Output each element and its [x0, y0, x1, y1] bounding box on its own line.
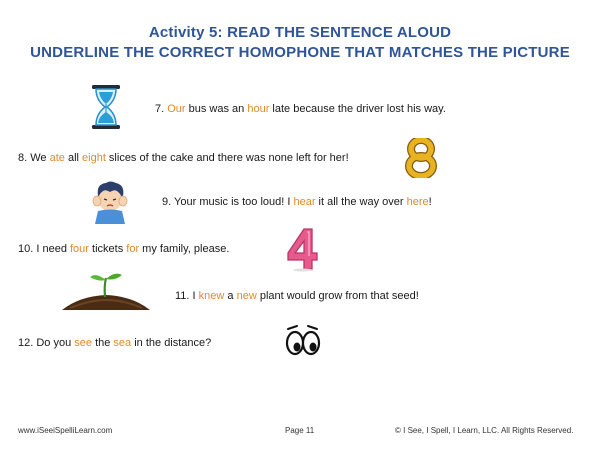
page-number: Page 11 — [285, 426, 315, 435]
homophone-word[interactable]: hour — [247, 103, 270, 115]
activity-instructions: UNDERLINE THE CORRECT HOMOPHONE THAT MATCHES THE PICTURE — [30, 44, 570, 61]
homophone-word[interactable]: four — [70, 243, 89, 255]
homophone-word[interactable]: hear — [293, 196, 316, 208]
homophone-word[interactable]: sea — [113, 337, 132, 349]
activity-title: Activity 5: READ THE SENTENCE ALOUD — [148, 24, 452, 41]
homophone-word[interactable]: Our — [167, 103, 186, 115]
homophone-word[interactable]: here — [406, 196, 429, 208]
homophone-word[interactable]: knew — [198, 290, 225, 302]
homophone-word[interactable]: for — [126, 243, 140, 255]
boy-covering-ears-icon — [90, 180, 130, 224]
number-eight-icon — [404, 138, 438, 178]
homophone-word[interactable]: eight — [82, 152, 106, 164]
homophone-word[interactable]: new — [236, 290, 257, 302]
sentence-7: 7. Our bus was an hour late because the driver lost his way. — [155, 103, 446, 115]
footer-website: www.iSeeiSpelliLearn.com — [18, 426, 113, 435]
sentence-10: 10. I need four tickets for my family, please. — [18, 243, 230, 255]
eyes-icon — [284, 322, 322, 358]
sentence-12: 12. Do you see the sea in the distance? — [18, 337, 212, 349]
homophone-word[interactable]: see — [74, 337, 93, 349]
homophone-word[interactable]: ate — [49, 152, 65, 164]
number-four-icon — [284, 226, 320, 272]
seedling-icon — [60, 270, 152, 312]
hourglass-icon — [90, 84, 122, 130]
footer-copyright: © I See, I Spell, I Learn, LLC. All Rights Reserved. — [395, 426, 574, 435]
sentence-9: 9. Your music is too loud! I hear it all the way over here! — [162, 196, 432, 208]
sentence-11: 11. I knew a new plant would grow from that seed! — [175, 290, 419, 302]
sentence-8: 8. We ate all eight slices of the cake and there was none left for her! — [18, 152, 349, 164]
